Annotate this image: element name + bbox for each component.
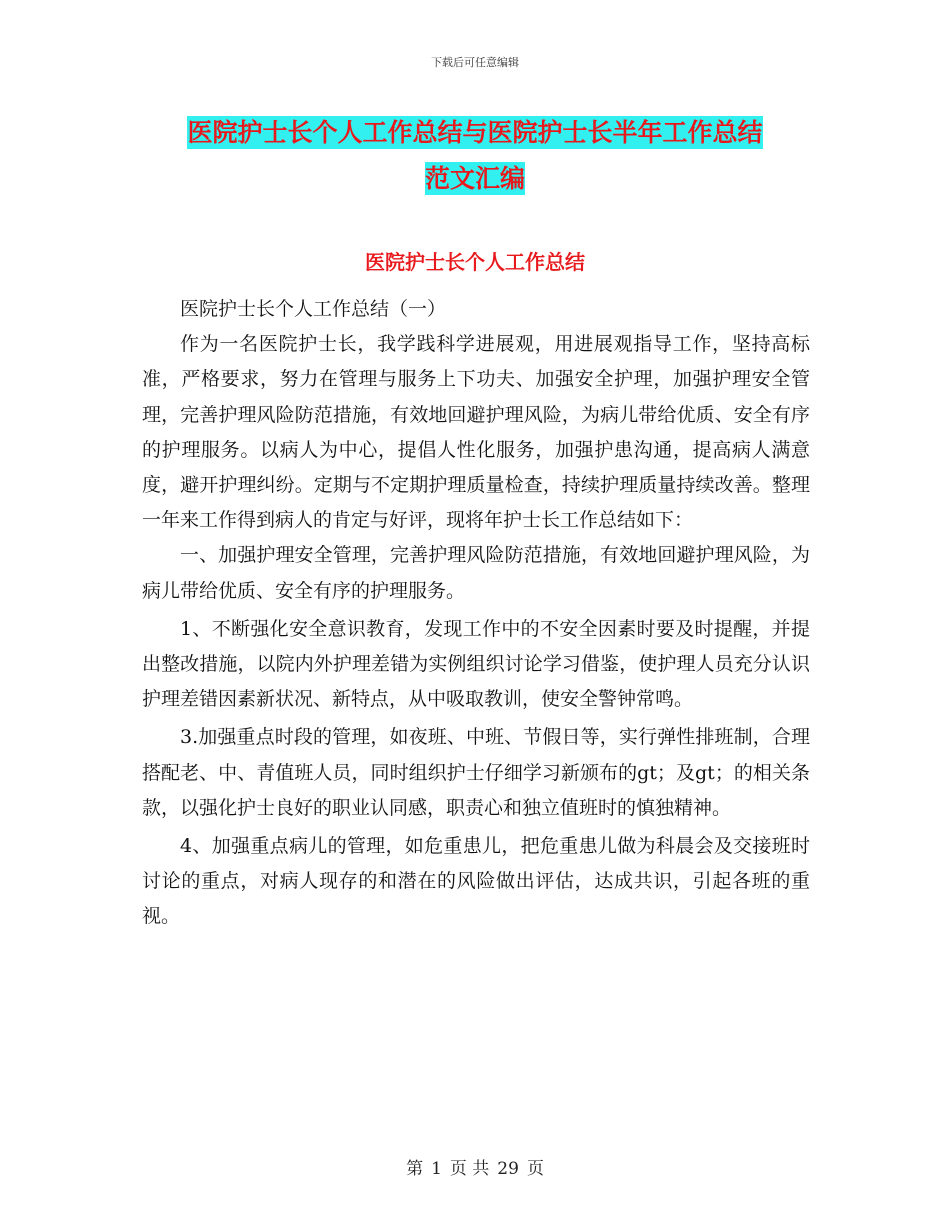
page-middle: 页 共 [449,1159,490,1179]
document-body [142,292,810,935]
document-title [0,110,950,202]
paragraph: 1、不断强化安全意识教育，发现工作中的不安全因素时要及时提醒，并提出整改措施，以院内外护理差错为实例组织讨论学习借鉴，使护理人员充分认识护理差错因素新状况、新特点，从中吸取教训，使安全警钟常鸣。 [142,617,810,711]
section-title: 医院护士长个人工作总结 [365,250,585,274]
paragraph: 4、加强重点病儿的管理，如危重患儿，把危重患儿做为科晨会及交接班时讨论的重点，对病人现存的和潜在的风险做出评估，达成共识，引起各班的重视。 [142,835,810,928]
header-note: 下载后可任意编辑 [431,56,519,69]
paragraph: 3.加强重点时段的管理，如夜班、中班、节假日等，实行弹性排班制，合理搭配老、中、青值班人员，同时组织护士仔细学习新颁布的gt；及gt；的相关条款，以强化护士良好的职业认同感，职责心和独立值班时的慎独精神。 [142,726,810,819]
page-total: 29 [497,1159,519,1179]
paragraph: 作为一名医院护士长，我学践科学进展观，用进展观指导工作，坚持高标准，严格要求，努力在管理与服务上下功夫、加强安全护理，加强护理安全管理，完善护理风险防范措施，有效地回避护理风险，为病儿带给优质、安全有序的护理服务。以病人为中心，提倡人性化服务，加强护患沟通，提高病人满意度，避开护理纠纷。定期与不定期护理质量检查，持续护理质量持续改善。整理一年来工作得到病人的肯定与好评，现将年护士长工作总结如下： [142,333,810,532]
title-line-2: 范文汇编 [424,164,525,193]
paragraph: 一、加强护理安全管理，完善护理风险防范措施，有效地回避护理风险，为病儿带给优质、安全有序的护理服务。 [142,544,810,602]
page-suffix: 页 [526,1159,544,1179]
page-current: 1 [431,1159,442,1179]
page-prefix: 第 [406,1159,424,1179]
paragraph-subtitle: 医院护士长个人工作总结（一） [180,298,447,320]
title-line-1: 医院护士长个人工作总结与医院护士长半年工作总结 [187,118,763,147]
page-number-footer [0,1154,950,1179]
